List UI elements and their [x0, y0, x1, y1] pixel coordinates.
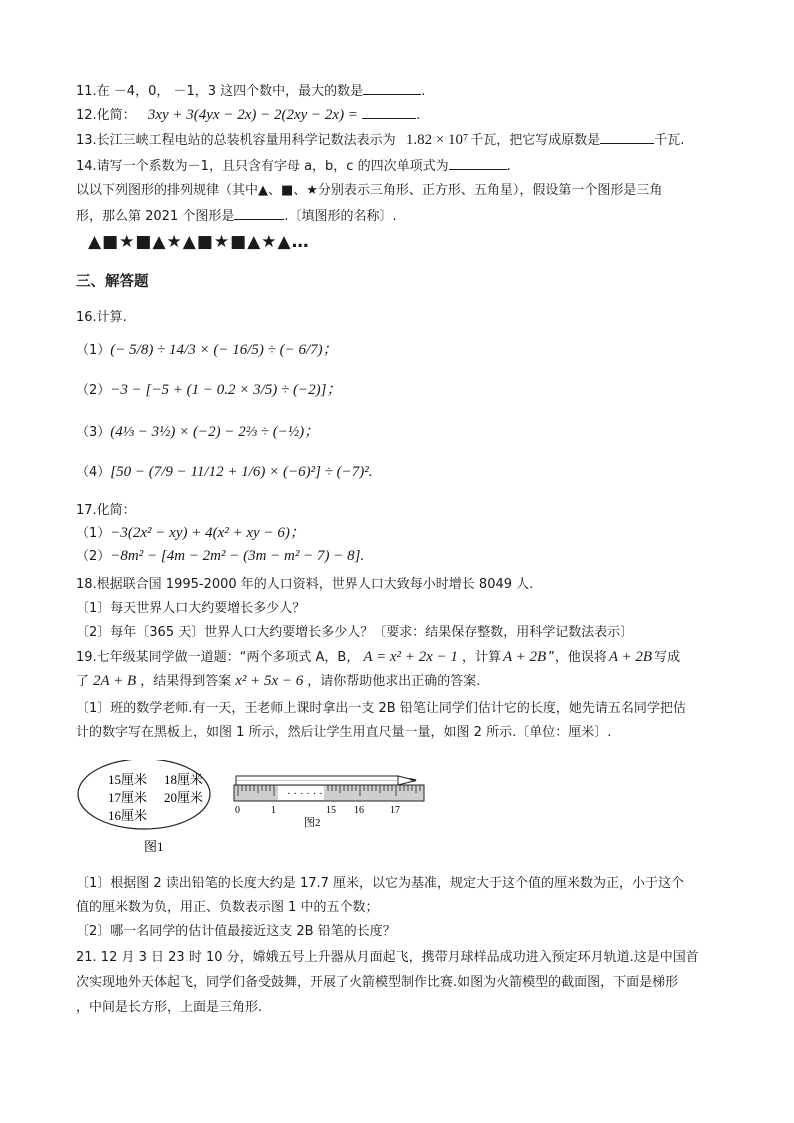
- estimate-15: 15厘米: [108, 772, 148, 787]
- q20-part-2: 〔2〕哪一名同学的估计值最接近这支 2B 铅笔的长度？: [76, 924, 396, 939]
- ruler-gap-dots: · · · · · ·: [287, 788, 323, 800]
- question-21-line1: 21. 12 月 3 日 23 时 10 分，嫦娥五号上升器从月面起飞，携带月球样品成功进入预定环月轨道.这是中国首: [76, 950, 699, 965]
- shape-sequence: ▲■★■▲★▲■★■▲★▲…: [88, 232, 310, 252]
- pencil: [236, 776, 416, 785]
- question-18: 18.根据联合国 1995-2000 年的人口资料，世界人口大致每小时增长 8049 人.: [76, 577, 534, 592]
- q13-scientific-value: 1.82 × 10⁷: [405, 132, 469, 148]
- tick-0: 0: [235, 805, 240, 816]
- q16-part-3: （3）(4⅓ − 3½) × (−2) − 2⅔ ÷ (−½)；: [76, 424, 320, 440]
- q16-part-1: （1）(− 5/8) ÷ 14/3 × (− 16/5) ÷ (− 6/7)；: [76, 342, 338, 358]
- q18-part-2: 〔2〕每年〔365 天〕世界人口大约要增长多少人？〔要求：结果保存整数，用科学记数法表示〕: [76, 625, 634, 640]
- q16-part-4: （4）[50 − (7/9 − 11/12 + 1/6) × (−6)²] ÷ (−7)².: [76, 464, 373, 480]
- question-21-line2: 次实现地外天体起飞，同学们备受鼓舞，开展了火箭模型制作比赛.如图为火箭模型的截面图，下面是梯形: [76, 975, 679, 990]
- q12-expression: 3xy + 3(4yx − 2x) − 2(2xy − 2x) =: [147, 107, 358, 123]
- answer-blank: [234, 207, 284, 220]
- q17-part-2: （2）−8m² − [4m − 2m² − (3m − m² − 7) − 8].: [76, 548, 365, 564]
- question-16-title: 16.计算.: [76, 310, 127, 325]
- estimate-18: 18厘米: [164, 772, 204, 787]
- q11-text: 11.在 －4，0， －1，3 这四个数中，最大的数是: [76, 84, 364, 99]
- question-20-line1: 〔1〕班的数学老师.有一天，王老师上课时拿出一支 2B 铅笔让同学们估计它的长度，她先请五名同学把估: [76, 701, 686, 716]
- question-19-line2: 了 2A + B ，结果得到答案 x² + 5x − 6 ，请你帮助他求出正确的答案.: [76, 673, 481, 689]
- figure-1-caption: 图1: [144, 839, 164, 854]
- q20-part-1-line2: 值的厘米数为负，用正、负数表示图 1 中的五个数；: [76, 900, 379, 915]
- q16-part-2: （2）−3 − [−5 + (1 − 0.2 × 3/5) ÷ (−2)]；: [76, 382, 342, 398]
- answer-blank: [362, 106, 416, 119]
- tick-16: 16: [354, 805, 364, 816]
- question-17-title: 17.化简：: [76, 503, 136, 518]
- tick-17: 17: [390, 805, 400, 816]
- question-12: 12.化简： 3xy + 3(4yx − 2x) − 2(2xy − 2x) = .: [76, 107, 421, 123]
- figures: [76, 760, 436, 860]
- question-15-line2: 形，那么第 2021 个图形是 .〔填图形的名称〕.: [76, 209, 397, 224]
- estimate-20: 20厘米: [164, 790, 204, 805]
- ruler: [234, 785, 424, 801]
- question-21-line3: ，中间是长方形，上面是三角形.: [76, 1000, 263, 1015]
- answer-blank: [363, 82, 421, 95]
- answer-blank: [449, 157, 507, 170]
- q20-part-1-line1: 〔1〕根据图 2 读出铅笔的长度大约是 17.7 厘米，以它为基准，规定大于这个值的厘米数为正，小于这个: [76, 876, 685, 891]
- tick-15: 15: [326, 805, 336, 816]
- answer-blank: [600, 131, 654, 144]
- question-20-line2: 计的数字写在黑板上，如图 1 所示，然后让学生用直尺量一量，如图 2 所示.〔单位：厘米〕.: [76, 725, 612, 740]
- question-15-line1: 以以下列图形的排列规律（其中▲、■、★分别表示三角形、正方形、五角星），假设第一个图形是三角: [76, 183, 663, 198]
- q17-part-1: （1）−3(2x² − xy) + 4(x² + xy − 6)；: [76, 525, 305, 541]
- question-11: 11.在 －4，0， －1，3 这四个数中，最大的数是 .: [76, 84, 426, 99]
- estimate-17: 17厘米: [108, 790, 148, 805]
- section-title: 三、解答题: [76, 274, 149, 290]
- q18-part-1: 〔1〕每天世界人口大约要增长多少人？: [76, 601, 306, 616]
- tick-1: 1: [271, 805, 276, 816]
- estimate-16: 16厘米: [108, 808, 148, 823]
- question-19-line1: 19.七年级某同学做一道题：“两个多项式 A，B， A = x² + 2x − 1 ，计算 A + 2B ”，他误将 A + 2B 写成: [76, 649, 681, 665]
- figure-2-caption: 图2: [304, 817, 321, 829]
- question-14: 14.请写一个系数为－1，且只含有字母 a，b，c 的四次单项式为 .: [76, 159, 511, 174]
- question-13: 13.长江三峡工程电站的总装机容量用科学记数法表示为 1.82 × 10⁷ 千瓦，把它写成原数是 千瓦.: [76, 132, 685, 148]
